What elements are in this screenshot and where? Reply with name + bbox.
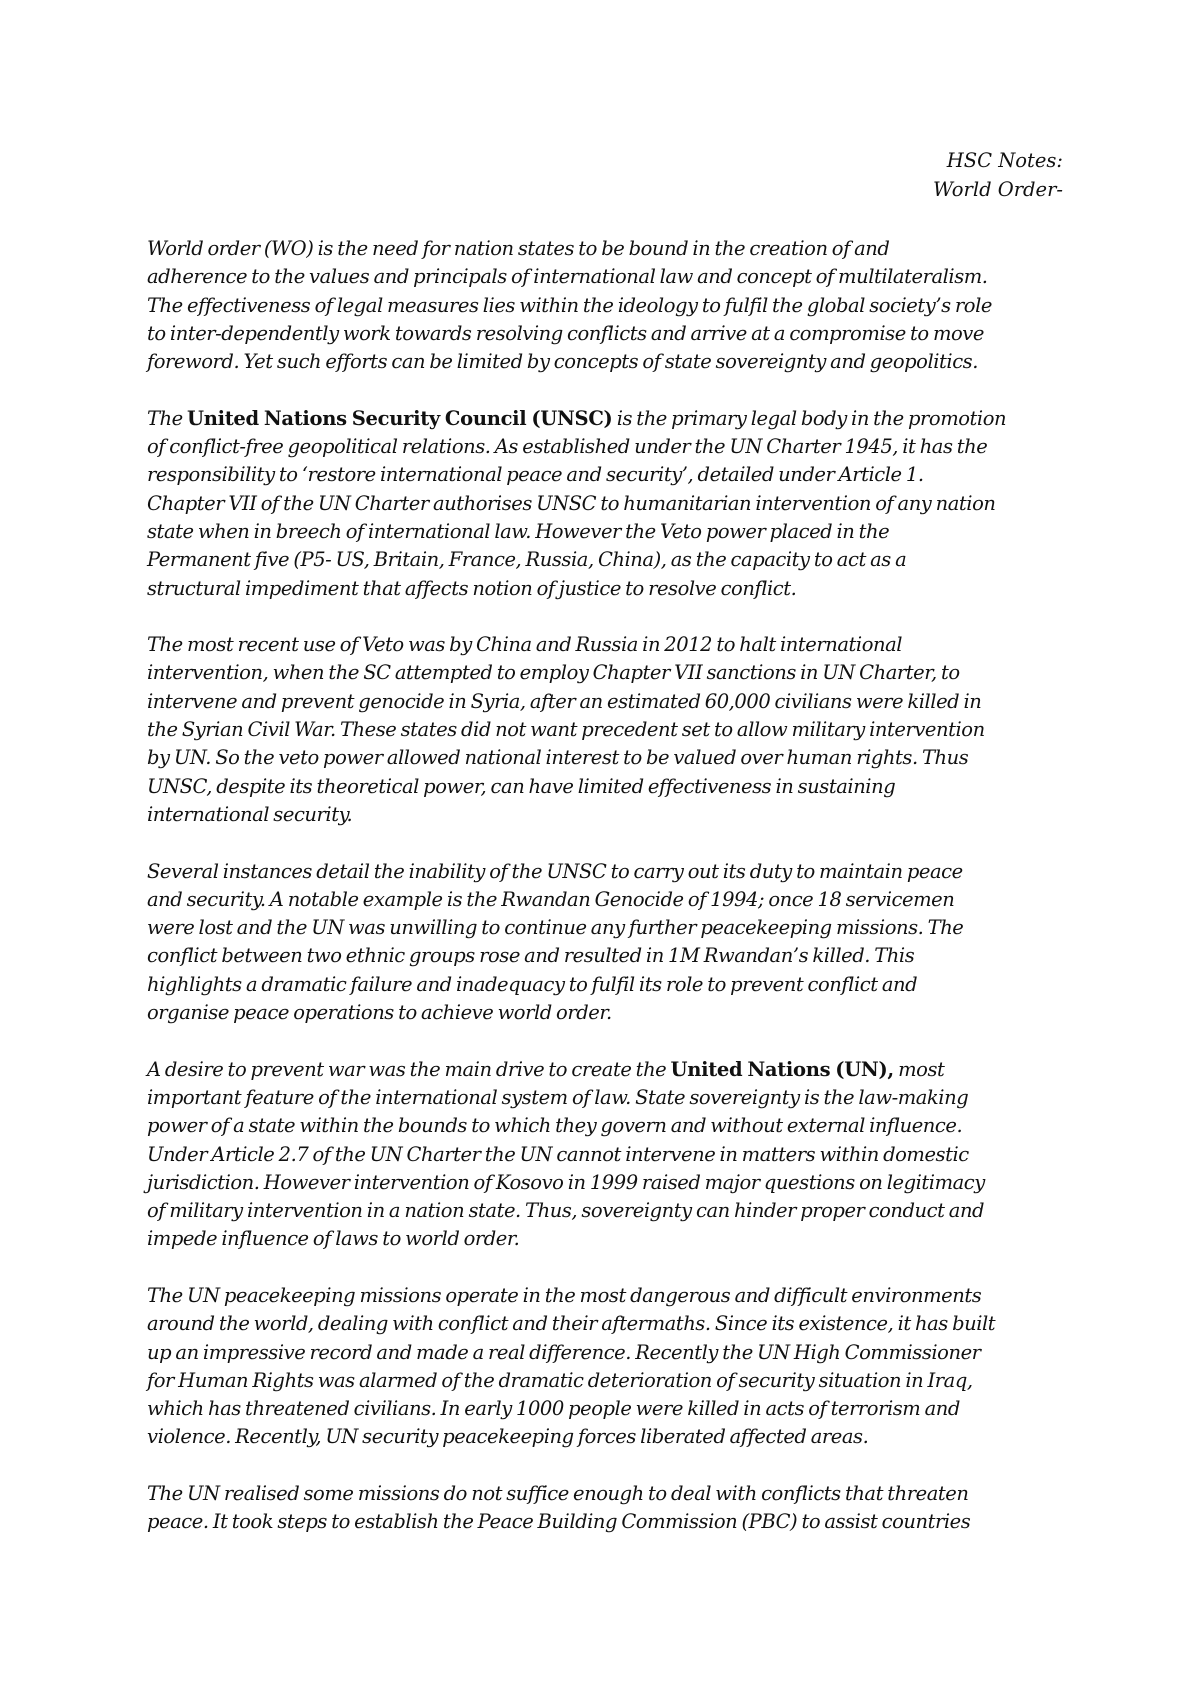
paragraph-veto-syria	[147, 631, 1072, 829]
document-header	[933, 146, 1063, 204]
text-line: The most recent use of Veto was by China and Russia in 2012 to halt international	[147, 633, 903, 657]
text-line: violence. Recently, UN security peacekeeping forces liberated affected areas.	[147, 1425, 869, 1449]
text-line: Several instances detail the inability of the UNSC to carry out its duty to maintain peace	[147, 859, 963, 883]
document-body	[147, 235, 1072, 1565]
header-line-2: World Order-	[933, 178, 1063, 201]
text-line: around the world, dealing with conflict and their aftermaths. Since its existence, it has built	[147, 1312, 996, 1336]
text-line: UNSC, despite its theoretical power, can have limited effectiveness in sustaining	[147, 774, 896, 798]
text-line: conflict between two ethnic groups rose and resulted in 1M Rwandan’s killed. This	[147, 944, 915, 968]
text-line: of military intervention in a nation state. Thus, sovereignty can hinder proper conduct and	[147, 1199, 985, 1223]
paragraph-peace-building	[147, 1480, 1072, 1537]
text-line: state when in breech of international law. However the Veto power placed in the	[147, 519, 890, 543]
text-line: intervene and prevent genocide in Syria, after an estimated 60,000 civilians were killed in	[147, 689, 982, 713]
paragraph-united-nations	[147, 1056, 1072, 1254]
text-line: international security.	[147, 802, 353, 826]
paragraph-unsc	[147, 405, 1072, 603]
paragraph-rwanda	[147, 858, 1072, 1028]
text-line: adherence to the values and principals of international law and concept of multilateralism.	[147, 265, 988, 289]
text-line: The UN peacekeeping missions operate in the most dangerous and difficult environments	[147, 1283, 982, 1307]
text-run: is the primary legal body in the promotion	[612, 406, 1007, 430]
bold-term-un: United Nations (UN),	[670, 1057, 894, 1081]
text-line: jurisdiction. However intervention of Kosovo in 1999 raised major questions on legitimacy	[147, 1170, 985, 1194]
text-line: The UN realised some missions do not suffice enough to deal with conflicts that threaten	[147, 1482, 969, 1506]
text-line: The effectiveness of legal measures lies within the ideology to fulfil the global society’s role	[147, 293, 992, 317]
text-line: World order (WO) is the need for nation states to be bound in the creation of and	[147, 237, 890, 260]
text-line: Chapter VII of the UN Charter authorises UNSC to humanitarian intervention of any nation	[147, 491, 996, 515]
text-line: impede influence of laws to world order.	[147, 1227, 520, 1251]
text-run: most	[893, 1057, 945, 1081]
text-line: structural impediment that affects notion of justice to resolve conflict.	[147, 576, 797, 600]
text-line: up an impressive record and made a real difference. Recently the UN High Commissioner	[147, 1340, 981, 1364]
text-line: important feature of the international system of law. State sovereignty is the law-making	[147, 1085, 969, 1109]
header-line-1: HSC Notes:	[946, 149, 1063, 172]
text-line: foreword. Yet such efforts can be limited by concepts of state sovereignty and geopolitics.	[147, 350, 978, 374]
text-line: organise peace operations to achieve world order.	[147, 1001, 612, 1025]
paragraph-world-order	[147, 235, 1072, 376]
text-line: responsibility to ‘restore international peace and security’, detailed under Article 1.	[147, 463, 924, 487]
text-line: for Human Rights was alarmed of the dramatic deterioration of security situation in Iraq,	[147, 1368, 973, 1392]
text-line: peace. It took steps to establish the Peace Building Commission (PBC) to assist countries	[147, 1510, 971, 1534]
text-line: the Syrian Civil War. These states did not want precedent set to allow military intervention	[147, 718, 985, 742]
bold-term-unsc: United Nations Security Council (UNSC)	[187, 406, 613, 430]
text-line: intervention, when the SC attempted to employ Chapter VII sanctions in UN Charter, to	[147, 661, 960, 685]
text-line: highlights a dramatic failure and inadequacy to fulfil its role to prevent conflict and	[147, 972, 918, 996]
text-line: to inter-dependently work towards resolving conflicts and arrive at a compromise to move	[147, 321, 984, 345]
text-line: were lost and the UN was unwilling to continue any further peacekeeping missions. The	[147, 916, 964, 940]
text-line: of conflict-free geopolitical relations. As established under the UN Charter 1945, it has the	[147, 435, 988, 459]
paragraph-peacekeeping	[147, 1282, 1072, 1452]
text-run: The	[147, 406, 188, 430]
text-line: Permanent five (P5- US, Britain, France, Russia, China), as the capacity to act as a	[147, 548, 907, 572]
text-line: which has threatened civilians. In early 1000 people were killed in acts of terrorism and	[147, 1397, 960, 1421]
text-line: Under Article 2.7 of the UN Charter the UN cannot intervene in matters within domestic	[147, 1142, 969, 1166]
text-line: and security. A notable example is the Rwandan Genocide of 1994; once 18 servicemen	[147, 887, 955, 911]
text-line: power of a state within the bounds to which they govern and without external influence.	[147, 1114, 963, 1138]
text-run: A desire to prevent war was the main drive to create the	[147, 1057, 671, 1081]
text-line	[147, 405, 1072, 433]
text-line: by UN. So the veto power allowed national interest to be valued over human rights. Thus	[147, 746, 969, 770]
text-line	[147, 1056, 1072, 1084]
